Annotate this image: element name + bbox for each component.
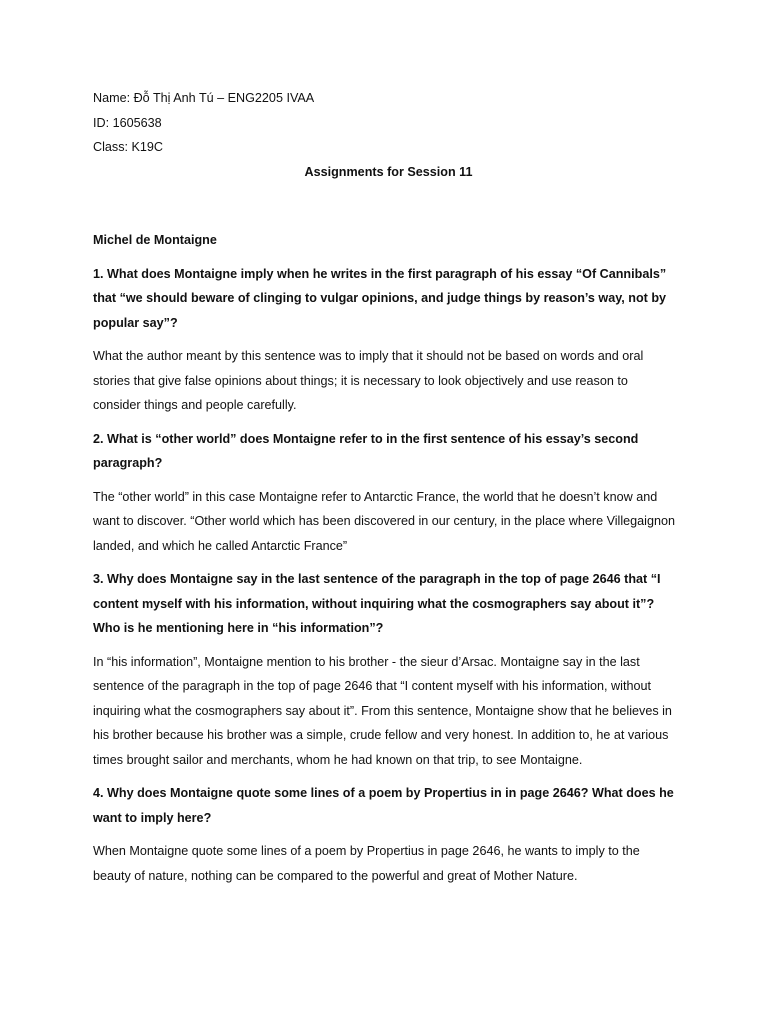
document-title: Assignments for Session 11 — [304, 164, 473, 179]
class-line: Class: K19C — [93, 140, 163, 154]
answer-2: The “other world” in this case Montaigne refer to Antarctic France, the world that he doesn’t know and want to discover. “Other world which has been discovered in our century, in the place where Villegaignon landed, and which he called Antarctic France” — [93, 489, 675, 553]
section-heading: Michel de Montaigne — [93, 233, 217, 247]
question-2: 2. What is “other world” does Montaigne refer to in the first sentence of his essay’s second paragraph? — [93, 431, 639, 470]
answer-3: In “his information”, Montaigne mention to his brother - the sieur d’Arsac. Montaigne say in the last sentence of the paragraph in the top of page 2646 that “I content myself with his information, without inquiring what the cosmographers say about it”. From this sentence, Montaigne show that he believes in his brother because his brother was a simple, crude fellow and very honest. In addition to, he at various times brought sailor and merchants, whom he had known on that trip, to see Montaigne. — [93, 654, 672, 767]
question-4: 4. Why does Montaigne quote some lines of a poem by Propertius in in page 2646? What does he want to imply here? — [93, 786, 674, 825]
student-name-line: Name: Đỗ Thị Anh Tú – ENG2205 IVAA — [93, 91, 315, 105]
student-id-line: ID: 1605638 — [93, 115, 162, 130]
answer-1: What the author meant by this sentence was to imply that it should not be based on words and oral stories that give false opinions about things; it is necessary to look objectively and use reason to consider things and people carefully. — [93, 349, 644, 412]
answer-4: When Montaigne quote some lines of a poem by Propertius in page 2646, he wants to imply to the beauty of nature, nothing can be compared to the powerful and great of Mother Nature. — [93, 844, 640, 883]
question-3: 3. Why does Montaigne say in the last sentence of the paragraph in the top of page 2646 that “I content myself with his information, without inquiring what the cosmographers say about it”? Who is he mentioning here in “his information”? — [93, 572, 661, 635]
document-body — [93, 86, 678, 888]
question-1: 1. What does Montaigne imply when he writes in the first paragraph of his essay “Of Cannibals” that “we should beware of clinging to vulgar opinions, and judge things by reason’s way, not by popular say”? — [93, 266, 667, 330]
